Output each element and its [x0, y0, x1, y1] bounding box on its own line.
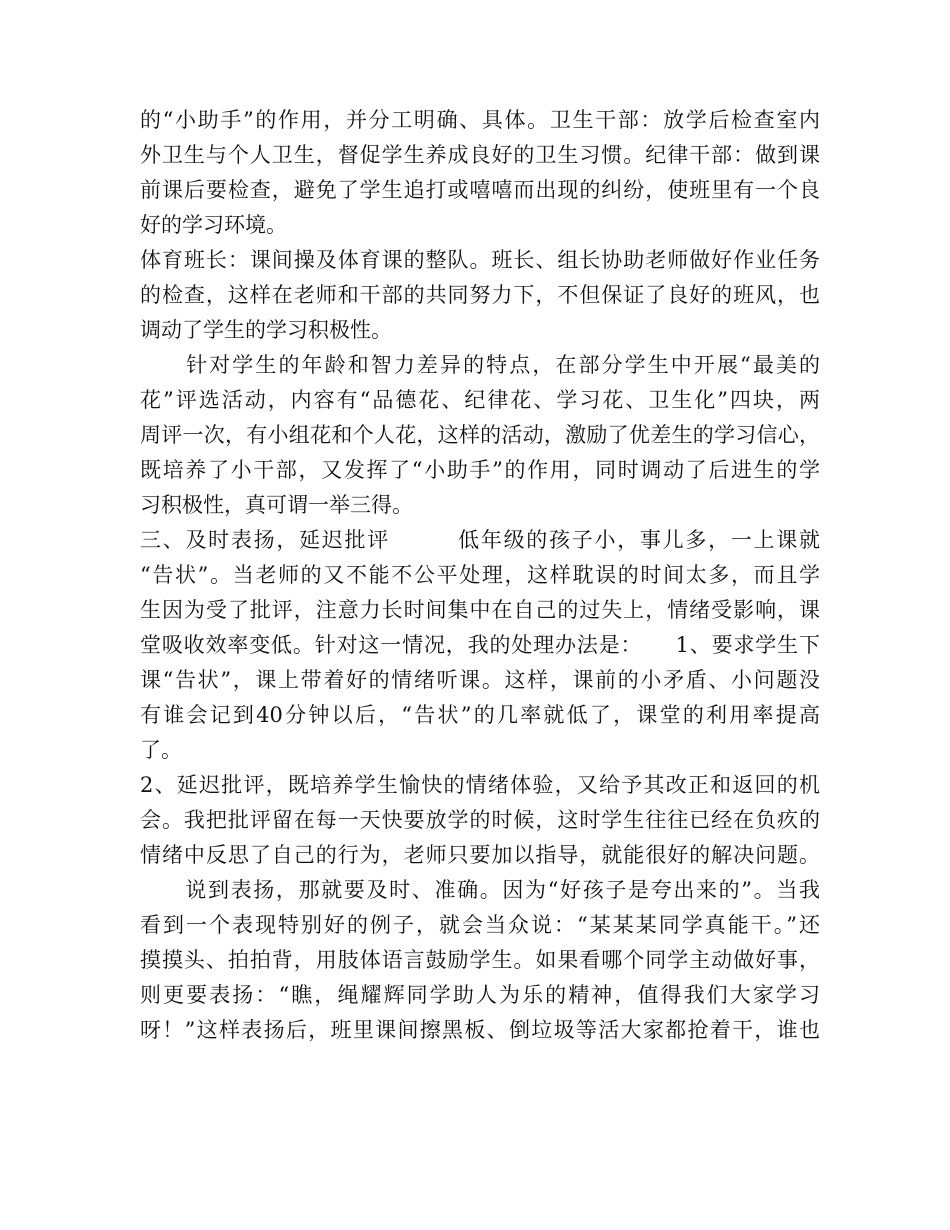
text-line: 生因为受了批评，注意力长时间集中在自己的过失上，情绪受影响，课 — [140, 598, 820, 622]
text-line: “告状”。当老师的又不能不公平处理，这样耽误的时间太多，而且学 — [140, 563, 820, 587]
text-line: 情绪中反思了自己的行为，老师只要加以指导，就能很好的解决问题。 — [140, 843, 820, 867]
text-line: 外卫生与个人卫生，督促学生养成良好的卫生习惯。纪律干部：做到课 — [140, 143, 820, 167]
text-line: 针对学生的年龄和智力差异的特点，在部分学生中开展“最美的 — [140, 353, 820, 377]
text-line: 则更要表扬：“瞧，绳耀辉同学助人为乐的精神，值得我们大家学习 — [140, 983, 820, 1007]
text-line: 的“小助手”的作用，并分工明确、具体。卫生干部：放学后检查室内 — [140, 108, 820, 132]
text-line: 既培养了小干部，又发挥了“小助手”的作用，同时调动了后进生的学 — [140, 458, 820, 482]
text-line: 习积极性，真可谓一举三得。 — [140, 493, 413, 517]
text-line: 前课后要检查，避免了学生追打或嘻嘻而出现的纠纷，使班里有一个良 — [140, 178, 820, 202]
text-line: 调动了学生的学习积极性。 — [140, 318, 392, 342]
text-line: 看到一个表现特别好的例子，就会当众说：“某某某同学真能干。”还 — [140, 913, 820, 937]
text-line: 好的学习环境。 — [140, 213, 287, 237]
text-line: 课“告状”，课上带着好的情绪听课。这样，课前的小矛盾、小问题没 — [140, 668, 820, 692]
text-line: 呀！”这样表扬后，班里课间擦黑板、倒垃圾等活大家都抢着干，谁也 — [140, 1018, 820, 1042]
text-line: 花”评选活动，内容有“品德花、纪律花、学习花、卫生化”四块，两 — [140, 388, 820, 412]
text-line: 的检查，这样在老师和干部的共同努力下，不但保证了良好的班风，也 — [140, 283, 820, 307]
text-line: 堂吸收效率变低。针对这一情况，我的处理办法是： 1、要求学生下 — [140, 633, 820, 657]
text-line: 三、及时表扬，延迟批评 低年级的孩子小，事儿多，一上课就 — [140, 528, 820, 552]
text-line: 体育班长：课间操及体育课的整队。班长、组长协助老师做好作业任务 — [140, 248, 820, 272]
text-line: 了。 — [140, 738, 182, 762]
text-line: 会。我把批评留在每一天快要放学的时候，这时学生往往已经在负疚的 — [140, 808, 820, 832]
text-line: 2、延迟批评，既培养学生愉快的情绪体验，又给予其改正和返回的机 — [140, 773, 820, 797]
body-text — [140, 103, 820, 1048]
text-line: 说到表扬，那就要及时、准确。因为“好孩子是夸出来的”。当我 — [140, 878, 820, 902]
text-line: 摸摸头、拍拍背，用肢体语言鼓励学生。如果看哪个同学主动做好事， — [140, 948, 820, 972]
text-line: 有谁会记到40分钟以后，“告状”的几率就低了，课堂的利用率提高 — [140, 703, 820, 727]
text-line: 周评一次，有小组花和个人花，这样的活动，激励了优差生的学习信心， — [140, 423, 820, 447]
